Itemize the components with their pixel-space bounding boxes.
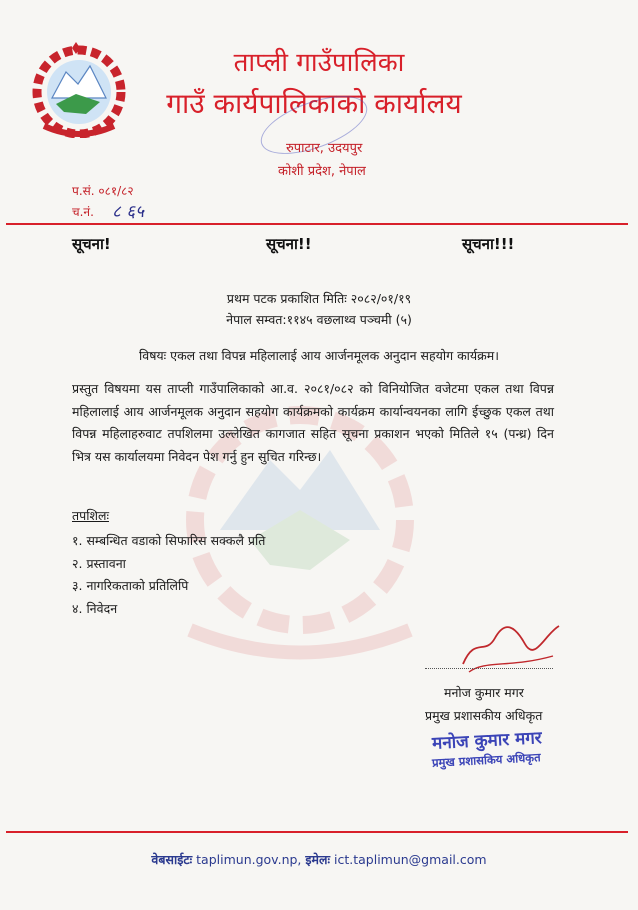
list-item: ४. निवेदन [72,600,118,616]
list-item: २. प्रस्तावना [72,555,126,571]
letter-reference-number: प.सं. ०८१/८२ [72,184,134,198]
header-divider [6,223,628,225]
government-emblem-logo [26,42,132,138]
website-link[interactable]: taplimun.gov.np, [196,852,302,867]
list-item: १. सम्बन्धित वडाको सिफारिस सक्कलै प्रति [72,533,266,548]
notice-heading-2: सूचना!! [266,235,312,253]
signature-line [425,668,553,669]
footer-divider [6,831,628,833]
signatory-title: प्रमुख प्रशासकीय अधिकृत [425,708,543,723]
notice-heading-3: सूचना!!! [462,235,515,253]
notice-body: प्रस्तुत विषयमा यस ताप्ली गाउँपालिकाको आ.व. २०८१/०८२ को विनियोजित वजेटमा एकल तथा विपन्न महिलालाई आय आर्जनमूलक अनुदान सहयोग कार्यक्रमको कार्यक्रम कार्यान्वयनका लागि ईच्छुक एकल तथा विपन्न महिलाहरुवाट तपशिलमा उल्लेखित कागजात सहित सूचना प्रकाशन भएको मितिले १५ (पन्ध्र) दिन भित्र यस कार्यालयमा निवेदन पेश गर्नु हुन सुचित गरिन्छ। [72,381,554,464]
details-heading: तपशिलः [72,508,109,523]
details-list [72,530,265,620]
municipality-title: ताप्ली गाउँपालिका [233,48,405,78]
nepal-sambat-date: नेपाल सम्वत:११४५ वछलाथ्व पञ्चमी (५) [226,312,412,327]
list-item: ३. नागरिकताको प्रतिलिपि [72,578,189,593]
footer-contact [0,851,638,868]
first-published-date: प्रथम पटक प्रकाशित मितिः २०८२/०१/१९ [226,291,412,306]
dispatch-number-handwritten: ८ ६५ [112,202,144,222]
signatory-name: मनोज कुमार मगर [444,685,524,700]
email-link[interactable]: ict.taplimun@gmail.com [334,852,487,867]
office-title: गाउँ कार्यपालिकाको कार्यालय [166,87,462,120]
handwritten-signature [455,616,565,676]
dispatch-number-label: च.नं. [72,205,94,219]
location-line-2: कोशी प्रदेश, नेपाल [278,164,366,179]
website-label: वेबसाईटः [151,852,193,867]
notice-subject: विषयः एकल तथा विपन्न महिलालाई आय आर्जनमूलक अनुदान सहयोग कार्यक्रम। [139,348,499,363]
signatory-stamp-name: मनोज कुमार मगर [431,728,543,754]
location-line-1: रुपाटार, उदयपुर [286,141,363,156]
notice-heading-1: सूचना! [72,235,111,253]
email-label: इमेलः [305,852,331,867]
signatory-stamp-title: प्रमुख प्रशासकिय अधिकृत [431,750,541,770]
